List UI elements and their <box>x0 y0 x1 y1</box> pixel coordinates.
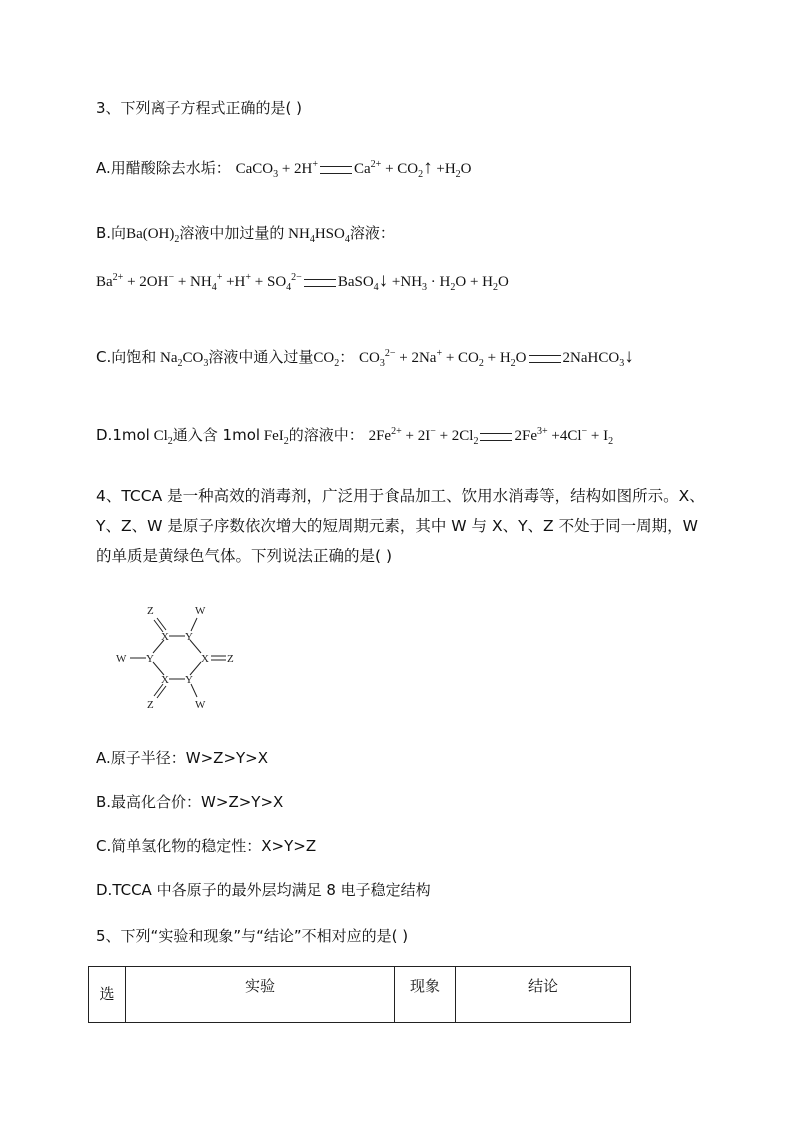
q4-option-d: D.TCCA 中各原子的最外层均满足 8 电子稳定结构 <box>96 881 431 899</box>
table-header-phenomenon: 现象 <box>395 967 456 1023</box>
table-header-option: 选 <box>89 967 126 1023</box>
table-header-row <box>89 967 631 1023</box>
precipitate-arrow-icon: ↓ <box>378 270 389 291</box>
q4-stem: 4、TCCA 是一种高效的消毒剂，广泛用于食品加工、饮用水消毒等，结构如图所示。X、Y、Z、W 是原子序数依次增大的短周期元素，其中 W 与 X、Y、Z 不处于同一周期，W 的单质是黄绿色气体。下列说法正确的是( ) <box>96 487 705 565</box>
atom-x-top: X <box>161 631 169 643</box>
equals-sign <box>529 355 561 363</box>
precipitate-arrow-icon: ↓ <box>624 346 634 367</box>
q4-option-c: C.简单氢化物的稳定性：X>Y>Z <box>96 837 317 855</box>
atom-z-top: Z <box>147 605 154 617</box>
table-header-experiment: 实验 <box>126 967 395 1023</box>
q3-option-a: A.用醋酸除去水垢： CaCO$_3$ + 2H+ $Ca^{2+}$ + $CO_2↑ +H_2O$ <box>96 157 472 180</box>
q4-option-a: A.原子半径：W>Z>Y>X <box>96 749 269 767</box>
q5-table <box>88 966 631 1023</box>
equals-sign <box>320 166 352 174</box>
atom-z-bottom: Z <box>147 699 154 711</box>
q3-option-a-equation: CaCO$_3$ + 2H+ $Ca^{2+}$ + $CO_2↑ +H_2O$ <box>235 157 472 180</box>
equals-sign <box>480 433 512 441</box>
q3-stem: 3、下列离子方程式正确的是( ) <box>96 99 303 117</box>
q3-option-b: B.向$Ba(OH)_2$溶液中加过量的 $NH_4HSO_4$溶液： <box>96 224 395 245</box>
atom-w-left: W <box>116 653 127 665</box>
atom-z-right: Z <box>227 653 234 665</box>
q3-option-d: D.1mol $Cl_2$通入含 1mol FeI$_2$的溶液中： $2Fe^{2+} + 2I^- + 2Cl_2$ $2Fe^{3+} +4Cl^- + I_2$ <box>96 426 614 447</box>
atom-w-top: W <box>195 605 206 617</box>
equals-sign <box>304 279 336 287</box>
q4-option-b: B.最高化合价：W>Z>Y>X <box>96 793 284 811</box>
gas-arrow-icon: ↑ <box>423 157 433 178</box>
atom-y-left: Y <box>146 653 154 665</box>
atom-x-bottom: X <box>161 674 169 686</box>
q3-option-c-equation: $CO_3^{2-} + 2Na^+ + CO_2 + H_2O$ 2NaHCO$_3$↓ <box>359 346 634 369</box>
q3-option-d-equation: $2Fe^{2+} + 2I^- + 2Cl_2$ $2Fe^{3+} +4Cl^- + I_2$ <box>368 426 614 447</box>
q3-option-b-equation: $Ba^{2+} + 2OH^- + NH_4^+ +H^+ + SO_4^{2-}$ BaSO$_4$↓ $+NH_3 \cdot H_2O + H_2O$ <box>96 270 509 293</box>
q3-option-c: C.向饱和 $Na_2CO_3$溶液中通入过量$CO_2$： $CO_3^{2-} + 2Na^+ + CO_2 + H_2O$ 2NaHCO$_3$↓ <box>96 346 634 369</box>
tcca-structure-diagram <box>108 596 248 716</box>
table-header-conclusion: 结论 <box>456 967 631 1023</box>
atom-y-bottom: Y <box>185 674 193 686</box>
atom-y-top: Y <box>185 631 193 643</box>
atom-w-bottom: W <box>195 699 206 711</box>
q5-stem: 5、下列“实验和现象”与“结论”不相对应的是( ) <box>96 927 409 945</box>
atom-x-right: X <box>201 653 209 665</box>
